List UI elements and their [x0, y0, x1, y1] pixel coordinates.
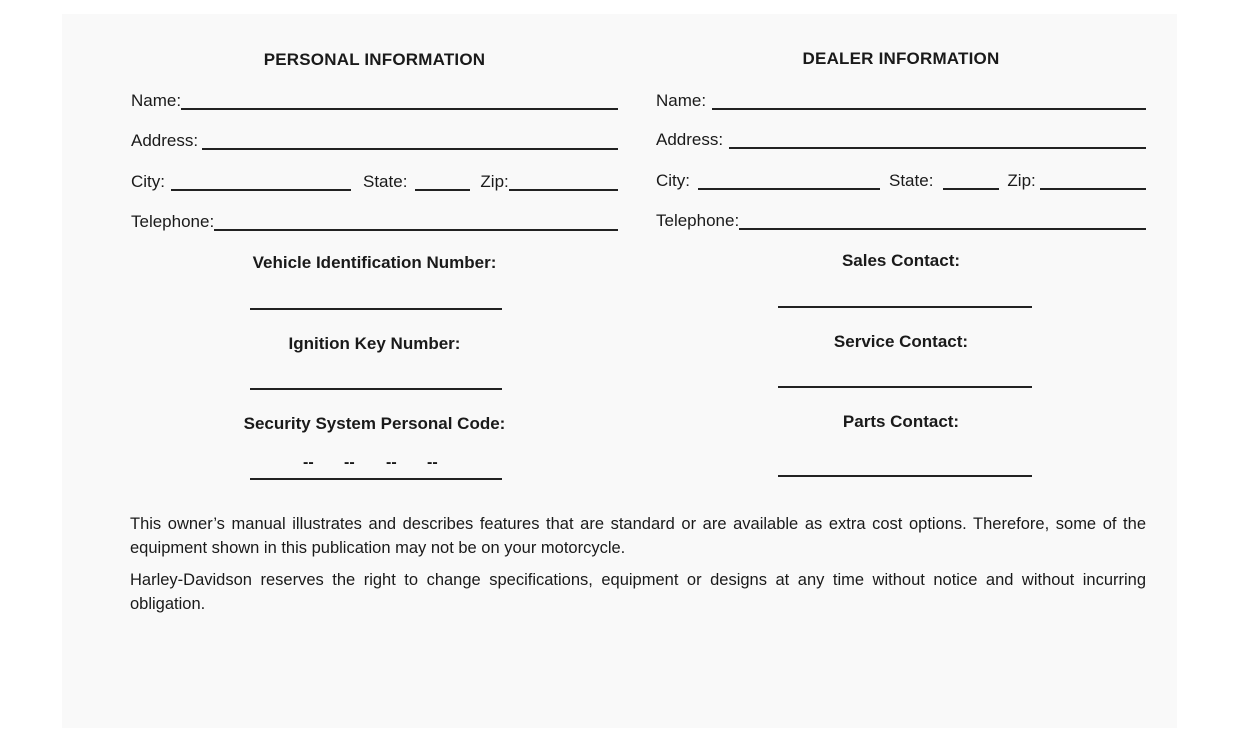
sales-contact-label: Sales Contact: [841, 251, 961, 270]
equipment-disclaimer: This owner’s manual illustrates and describes features that are standard or are available as extra cost options. Therefore, some of the equipment shown in this publication may not be on your motorcycle. [130, 515, 1146, 557]
dealer-name-field[interactable] [712, 108, 1146, 110]
parts-contact-field[interactable] [778, 475, 1032, 477]
dealer-address-field[interactable] [729, 147, 1146, 149]
owner-info-page [62, 14, 1177, 728]
personal-information-title: PERSONAL INFORMATION [263, 50, 486, 69]
personal-state-label: State: [363, 172, 408, 191]
security-code-label: Security System Personal Code: [243, 414, 506, 433]
dealer-telephone-label: Telephone: [656, 211, 740, 230]
service-contact-label: Service Contact: [833, 332, 969, 351]
personal-city-field[interactable] [171, 189, 351, 191]
personal-state-field[interactable] [415, 189, 470, 191]
personal-city-label: City: [131, 172, 165, 191]
security-code-digit-4: -- [427, 454, 438, 471]
vin-label: Vehicle Identification Number: [252, 253, 497, 272]
security-code-digit-2: -- [344, 454, 355, 471]
ignition-key-field[interactable] [250, 388, 502, 390]
personal-address-label: Address: [131, 131, 199, 150]
sales-contact-field[interactable] [778, 306, 1032, 308]
ignition-key-label: Ignition Key Number: [288, 334, 461, 353]
dealer-state-label: State: [889, 171, 934, 190]
service-contact-field[interactable] [778, 386, 1032, 388]
dealer-telephone-field[interactable] [739, 228, 1146, 230]
security-code-digit-3: -- [386, 454, 397, 471]
dealer-information-title: DEALER INFORMATION [802, 49, 1000, 68]
personal-zip-field[interactable] [509, 189, 618, 191]
dealer-telephone-row [656, 209, 1146, 233]
personal-name-row [131, 89, 618, 113]
personal-zip-label: Zip: [480, 172, 509, 191]
personal-telephone-field[interactable] [214, 229, 618, 231]
parts-contact-label: Parts Contact: [842, 412, 960, 431]
dealer-city-field[interactable] [698, 188, 880, 190]
dealer-name-label: Name: [656, 91, 707, 110]
personal-address-field[interactable] [202, 148, 618, 150]
personal-address-row [131, 129, 618, 153]
dealer-city-label: City: [656, 171, 690, 190]
dealer-address-label: Address: [656, 130, 724, 149]
personal-telephone-label: Telephone: [131, 212, 215, 231]
security-code-digit-1: -- [303, 454, 314, 471]
dealer-address-row [656, 128, 1146, 152]
dealer-state-field[interactable] [943, 188, 999, 190]
dealer-city-row [656, 169, 1146, 193]
personal-name-field[interactable] [181, 108, 618, 110]
vin-field[interactable] [250, 308, 502, 310]
specification-disclaimer: Harley-Davidson reserves the right to change specifications, equipment or designs at any time without notice and without incurring obligation. [130, 571, 1146, 613]
personal-name-label: Name: [131, 91, 182, 110]
dealer-zip-field[interactable] [1040, 188, 1146, 190]
dealer-name-row [656, 89, 1146, 113]
security-code-field[interactable] [250, 478, 502, 480]
dealer-zip-label: Zip: [1007, 171, 1036, 190]
personal-telephone-row [131, 210, 618, 234]
personal-city-row [131, 170, 618, 194]
